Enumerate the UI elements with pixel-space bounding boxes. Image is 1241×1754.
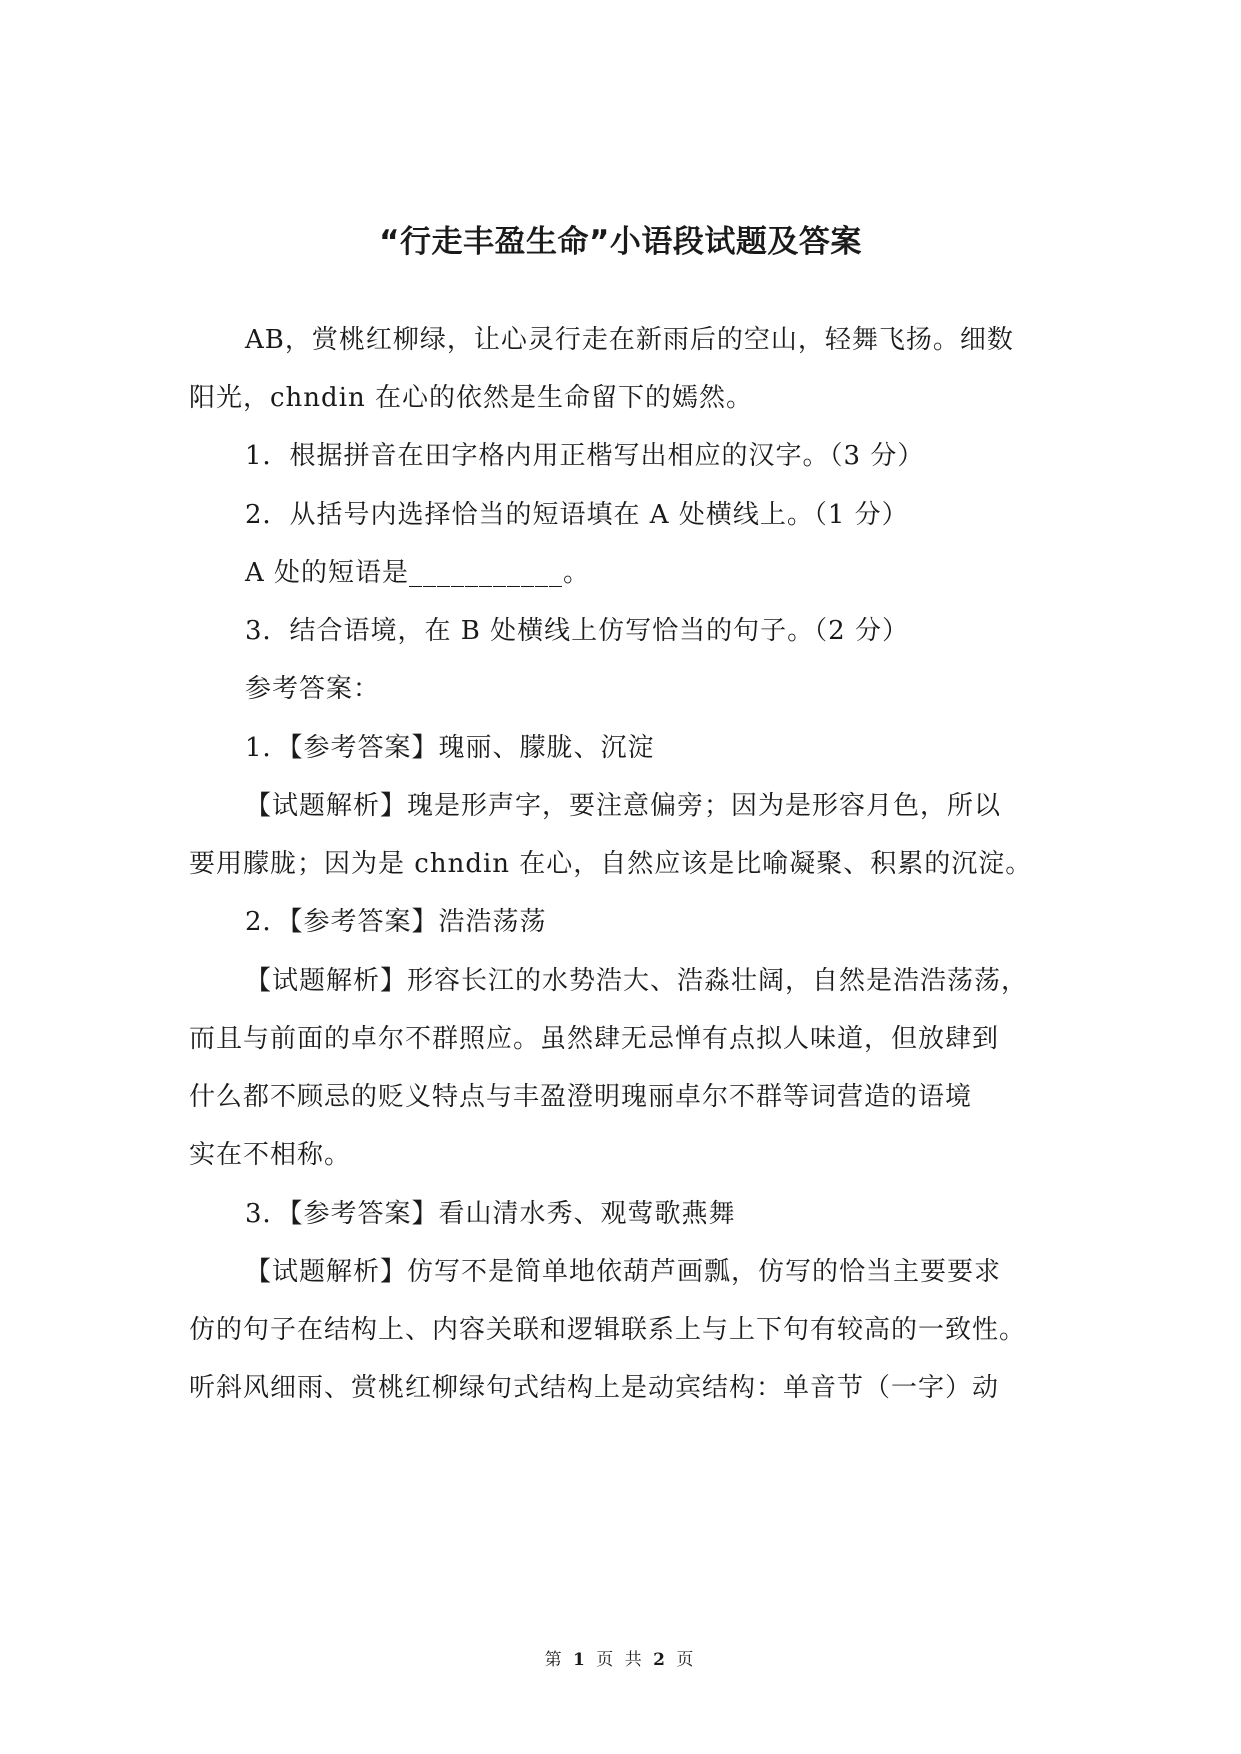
analysis-3-line: 【试题解析】仿写不是简单地依葫芦画瓢，仿写的恰当主要要求 xyxy=(245,1257,1002,1287)
analysis-2-line: 而且与前面的卓尔不群照应。虽然肆无忌惮有点拟人味道，但放肆到 xyxy=(189,1024,1000,1054)
answer-blank-line: A 处的短语是___________。 xyxy=(245,558,591,588)
footer-total-pages: 2 xyxy=(653,1650,668,1670)
page-footer xyxy=(0,1648,1241,1672)
question-1: 1．根据拼音在田字格内用正楷写出相应的汉字。（3 分） xyxy=(245,441,925,471)
analysis-1-line: 要用朦胧；因为是 chndin 在心，自然应该是比喻凝聚、积累的沉淀。 xyxy=(189,849,1033,879)
footer-prefix: 第 xyxy=(544,1650,565,1670)
footer-suffix: 页 xyxy=(676,1650,697,1670)
analysis-2-line: 【试题解析】形容长江的水势浩大、浩淼壮阔，自然是浩浩荡荡， xyxy=(245,966,1029,996)
question-3: 3．结合语境，在 B 处横线上仿写恰当的句子。（2 分） xyxy=(245,616,909,646)
answers-heading: 参考答案： xyxy=(245,674,381,704)
analysis-3-line: 听斜风细雨、赏桃红柳绿句式结构上是动宾结构：单音节（一字）动 xyxy=(189,1373,1000,1403)
analysis-3-line: 仿的句子在结构上、内容关联和逻辑联系上与上下句有较高的一致性。 xyxy=(189,1315,1027,1345)
page-title: “行走丰盈生命”小语段试题及答案 xyxy=(379,224,862,260)
analysis-2-line: 什么都不顾忌的贬义特点与丰盈澄明瑰丽卓尔不群等词营造的语境 xyxy=(189,1082,973,1112)
answer-2: 2．【参考答案】浩浩荡荡 xyxy=(245,907,547,937)
footer-page-number: 1 xyxy=(573,1650,588,1670)
question-2: 2．从括号内选择恰当的短语填在 A 处横线上。（1 分） xyxy=(245,500,909,530)
analysis-2-line: 实在不相称。 xyxy=(189,1140,352,1170)
paragraph-line: AB，赏桃红柳绿，让心灵行走在新雨后的空山，轻舞飞扬。细数 xyxy=(245,325,1014,355)
paragraph-line: 阳光，chndin 在心的依然是生命留下的嫣然。 xyxy=(189,383,754,413)
answer-1: 1．【参考答案】瑰丽、朦胧、沉淀 xyxy=(245,733,655,763)
footer-middle: 页 共 xyxy=(596,1650,645,1670)
analysis-1-line: 【试题解析】瑰是形声字，要注意偏旁；因为是形容月色，所以 xyxy=(245,791,1002,821)
answer-3: 3．【参考答案】看山清水秀、观莺歌燕舞 xyxy=(245,1199,736,1229)
